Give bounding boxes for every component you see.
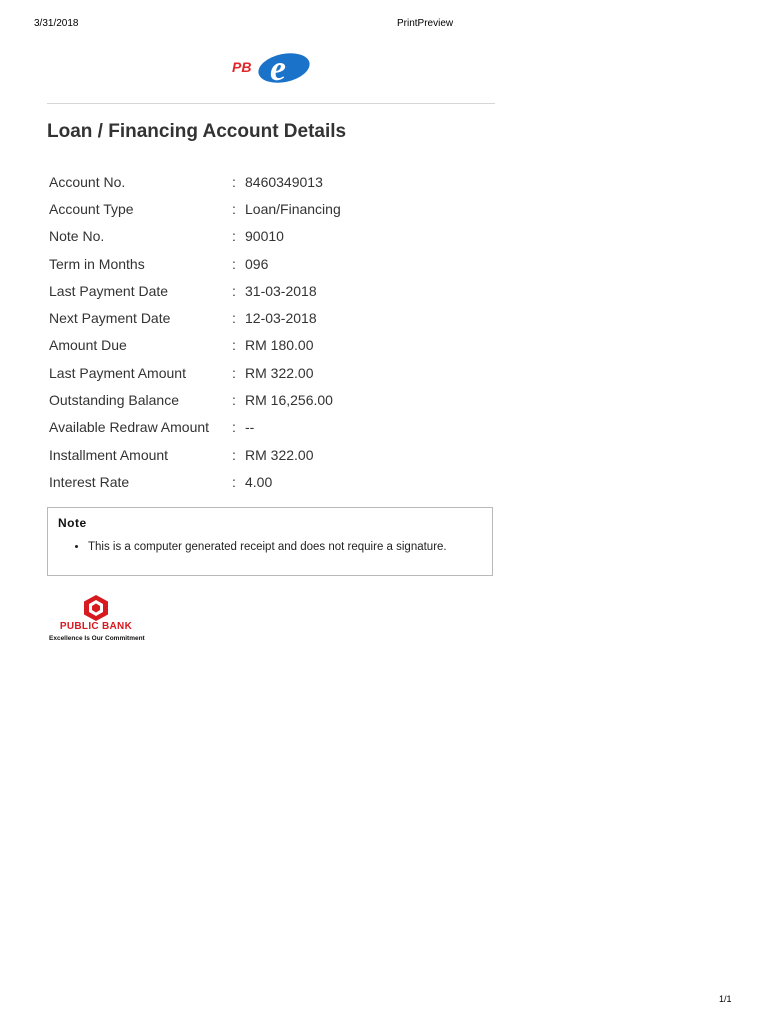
note-item: • This is a computer generated receipt and does not require a signature. (88, 541, 447, 553)
detail-value: Loan/Financing (245, 200, 341, 217)
detail-separator: : (232, 364, 236, 381)
detail-row-next-payment-date (49, 304, 489, 331)
detail-separator: : (232, 173, 236, 190)
detail-label: Account Type (49, 200, 134, 217)
detail-value: RM 322.00 (245, 446, 314, 463)
detail-label: Installment Amount (49, 446, 169, 463)
public-bank-logo (49, 594, 149, 648)
pbe-logo (232, 50, 312, 90)
detail-separator: : (232, 282, 236, 299)
detail-row-amount-due (49, 332, 489, 359)
pbe-logo-text: PB (232, 59, 252, 75)
detail-value: -- (245, 419, 255, 436)
detail-separator: : (232, 255, 236, 272)
detail-value: 31-03-2018 (245, 282, 317, 299)
detail-label: Next Payment Date (49, 310, 171, 327)
detail-separator: : (232, 446, 236, 463)
account-details-table (49, 168, 489, 496)
detail-value: 8460349013 (245, 173, 323, 190)
detail-label: Note No. (49, 228, 105, 245)
detail-row-term (49, 250, 489, 277)
detail-separator: : (232, 392, 236, 409)
detail-value: RM 180.00 (245, 337, 314, 354)
detail-row-note-no (49, 223, 489, 250)
bank-tagline: Excellence Is Our Commitment (49, 635, 145, 642)
detail-row-installment-amount (49, 441, 489, 468)
detail-separator: : (232, 473, 236, 490)
detail-value: RM 16,256.00 (245, 392, 333, 409)
detail-label: Interest Rate (49, 473, 130, 490)
detail-value: 4.00 (245, 473, 273, 490)
detail-row-outstanding-balance (49, 386, 489, 413)
header-divider (47, 103, 495, 104)
detail-label: Amount Due (49, 337, 127, 354)
detail-row-interest-rate (49, 468, 489, 495)
detail-label: Last Payment Amount (49, 364, 186, 381)
detail-value: 096 (245, 255, 269, 272)
print-title: PrintPreview (397, 18, 454, 29)
detail-row-account-no (49, 168, 489, 195)
detail-separator: : (232, 419, 236, 436)
note-box (47, 507, 493, 576)
detail-separator: : (232, 310, 236, 327)
detail-row-available-redraw (49, 414, 489, 441)
print-date: 3/31/2018 (34, 18, 79, 29)
note-list (58, 541, 447, 553)
detail-separator: : (232, 200, 236, 217)
note-title: Note (58, 516, 87, 530)
pbe-logo-letter: e (270, 50, 286, 88)
detail-value: RM 322.00 (245, 364, 314, 381)
detail-row-last-payment-amount (49, 359, 489, 386)
detail-separator: : (232, 228, 236, 245)
detail-value: 12-03-2018 (245, 310, 317, 327)
page-number: 1/1 (719, 994, 732, 1004)
public-bank-emblem-icon (49, 594, 143, 622)
detail-row-account-type (49, 195, 489, 222)
detail-label: Term in Months (49, 255, 145, 272)
detail-label: Last Payment Date (49, 282, 169, 299)
detail-separator: : (232, 337, 236, 354)
detail-value: 90010 (245, 228, 284, 245)
bank-name: PUBLIC BANK (59, 621, 133, 632)
detail-label: Account No. (49, 173, 126, 190)
detail-label: Outstanding Balance (49, 392, 179, 409)
page-title: Loan / Financing Account Details (47, 121, 347, 142)
detail-row-last-payment-date (49, 277, 489, 304)
detail-label: Available Redraw Amount (49, 419, 210, 436)
